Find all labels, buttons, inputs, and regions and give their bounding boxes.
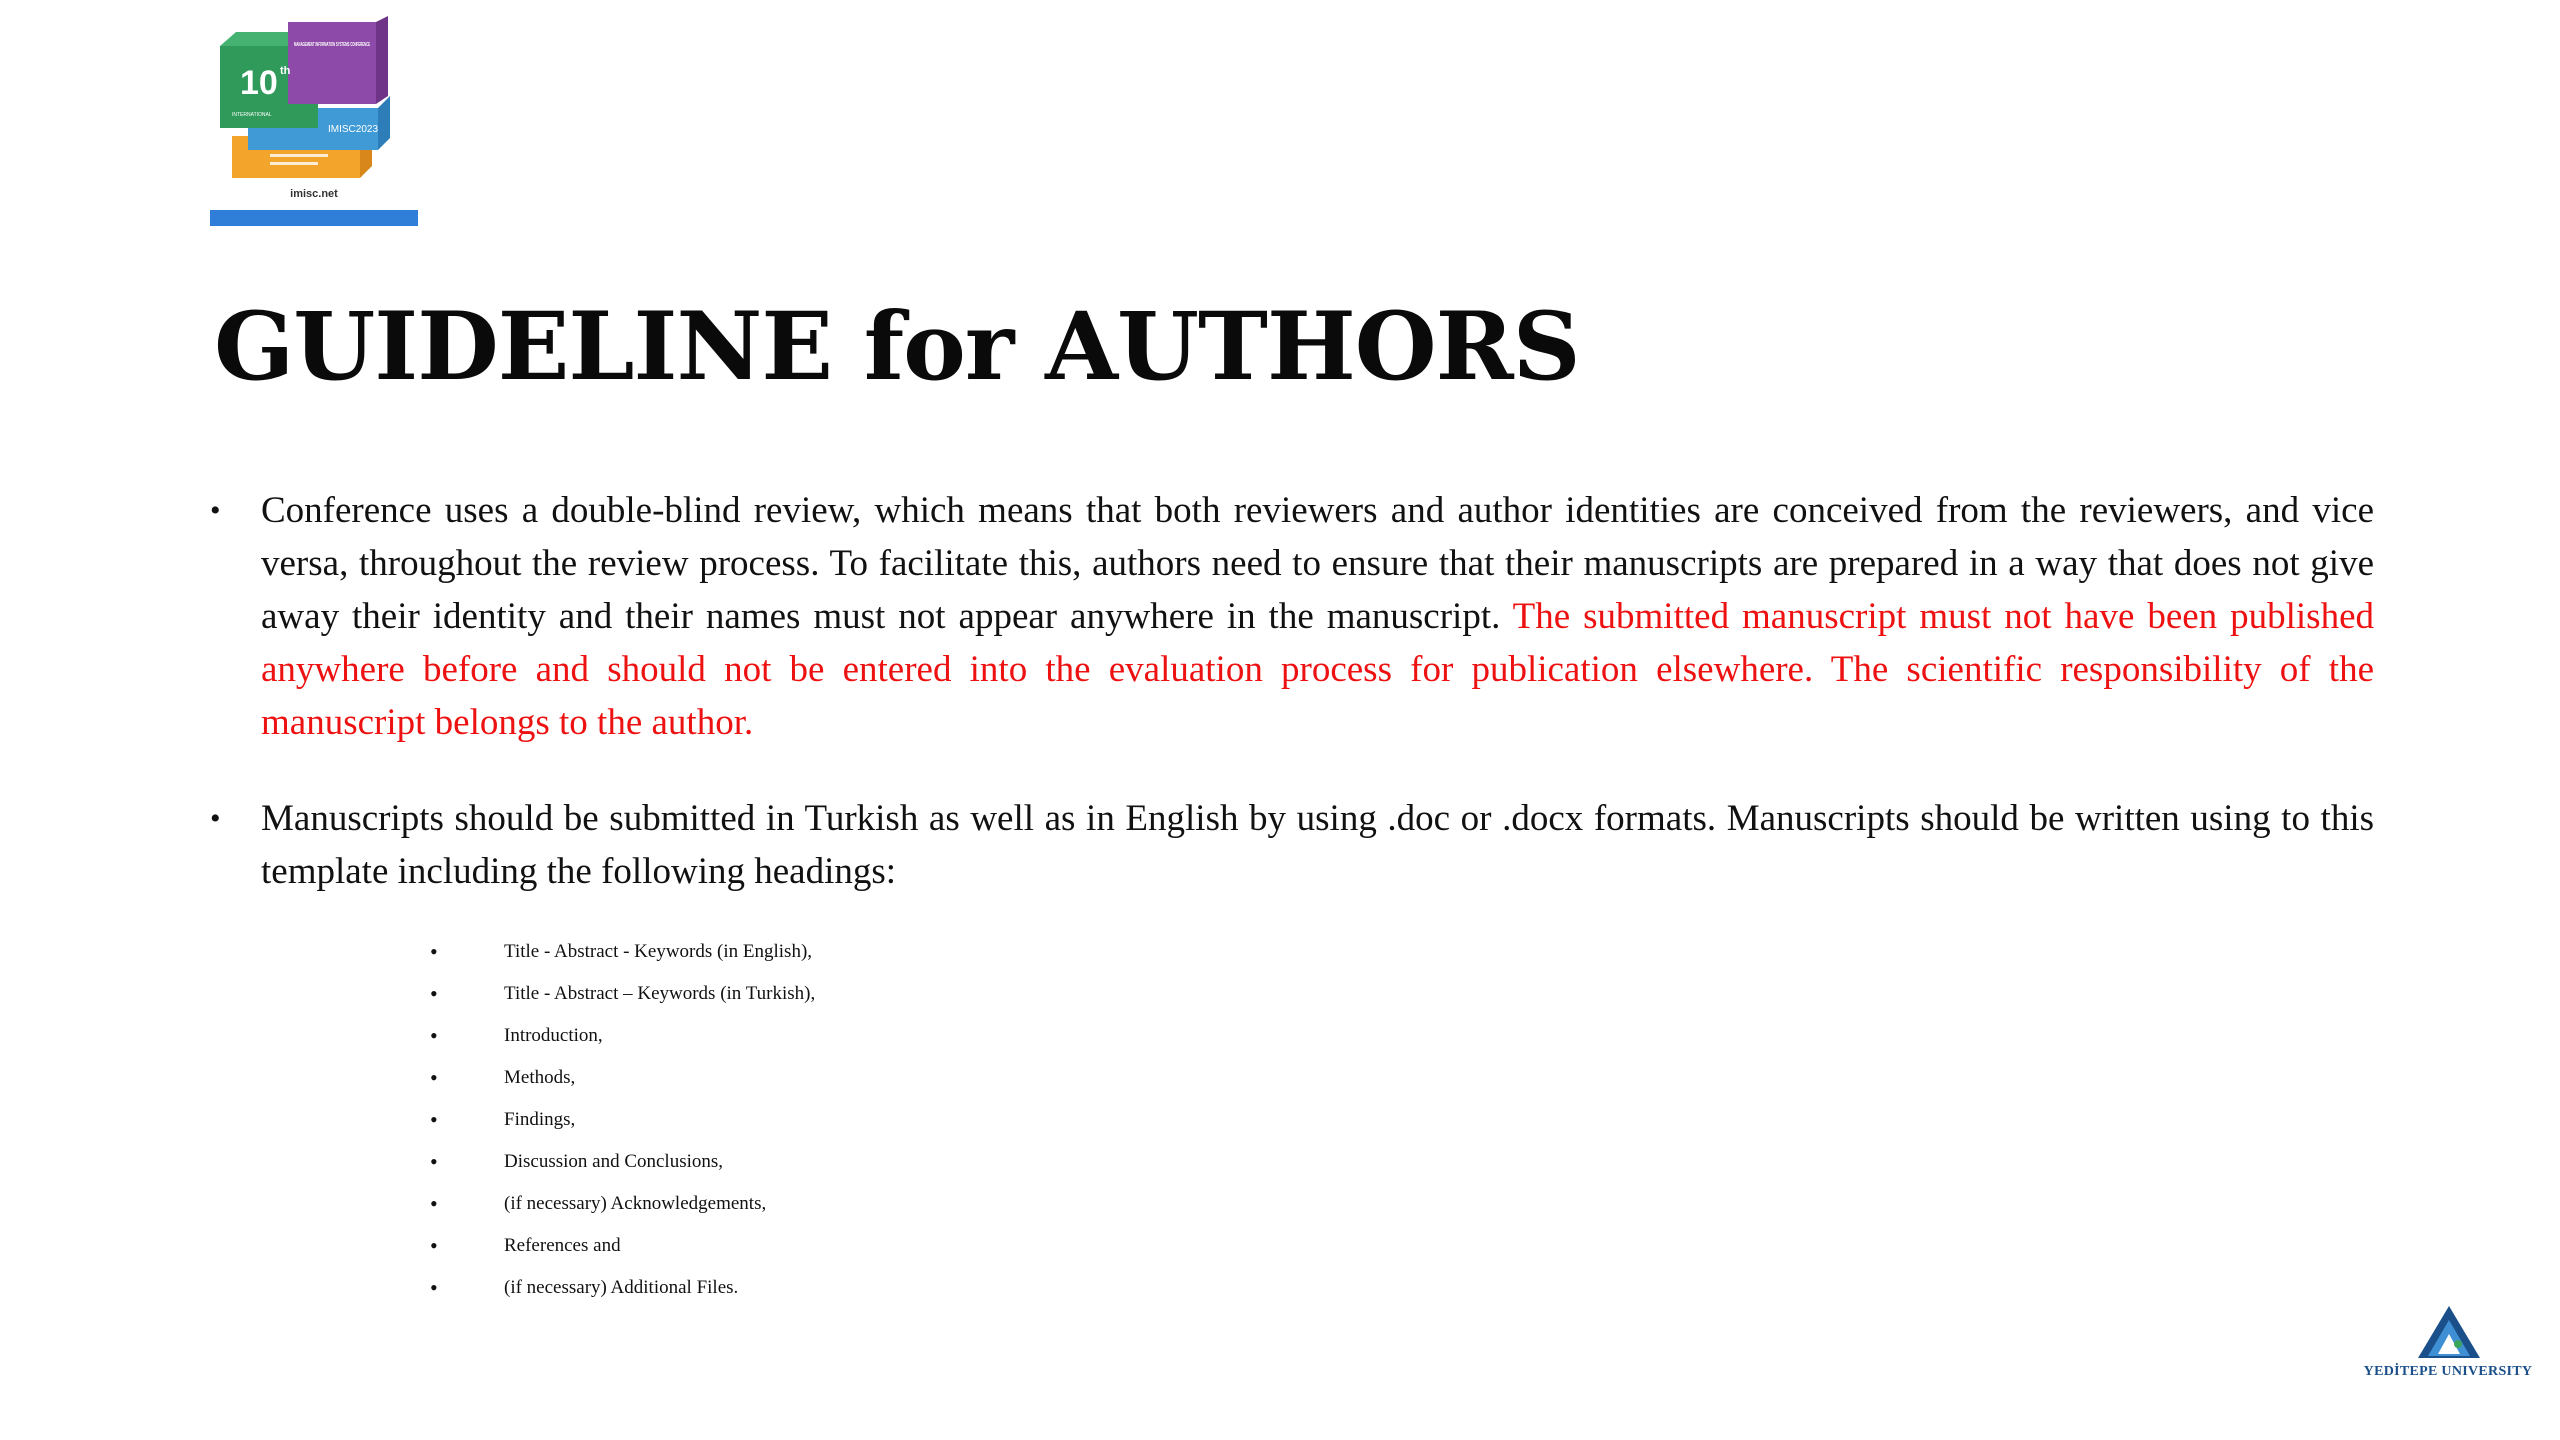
heading-label: Findings, [504,1109,576,1130]
guideline-item-format [210,792,2374,898]
university-logo [2356,1306,2540,1386]
logo-edition-suffix: th [280,65,291,77]
bullet-icon: • [430,1023,438,1048]
format-text: Manuscripts should be submitted in Turkish as well as in English by using .doc or .docx formats. Manuscripts should be written using to this template including the following headings: [261,798,2374,892]
bullet-icon: • [430,1107,438,1132]
heading-label: Title - Abstract - Keywords (in English), [504,941,813,962]
logo-underline-bar [210,210,418,226]
bullet-icon: • [430,939,438,964]
logo-international: INTERNATIONAL [232,112,272,118]
logo-edition: 10 [240,64,278,102]
list-item [430,1064,815,1106]
heading-label: References and [504,1235,621,1256]
headings-list [430,938,815,1316]
bullet-icon: • [430,1233,438,1258]
bullet-icon: • [210,802,221,835]
heading-label: (if necessary) Additional Files. [504,1277,739,1298]
list-item [430,1190,815,1232]
review-policy-text: Conference uses a double-blind review, which means that both reviewers and author identities are conceived from the reviewers, and vice versa, throughout the review process. To facilitate this, authors need to ensure that their manuscripts are prepared in a way that does not give away their identity and their names must not appear anywhere in the manuscript. [261,490,2374,637]
list-item [430,980,815,1022]
conference-logo [210,16,418,226]
heading-label: Introduction, [504,1025,603,1046]
list-item [430,1148,815,1190]
list-item [430,1022,815,1064]
heading-label: Title - Abstract – Keywords (in Turkish), [504,983,816,1004]
heading-label: (if necessary) Acknowledgements, [504,1193,767,1214]
bullet-icon: • [430,981,438,1006]
bullet-icon: • [430,1191,438,1216]
logo-code: IMISC2023 [328,124,379,135]
submission-requirement-text: The submitted manuscript must not have been published anywhere before and should not be entered into the evaluation process for publication elsewhere. The scientific responsibility of the manuscript belongs to the author. [261,596,2374,743]
bullet-icon: • [430,1149,438,1174]
bullet-icon: • [430,1275,438,1300]
heading-label: Methods, [504,1067,576,1088]
list-item [430,1232,815,1274]
list-item [430,938,815,980]
guideline-list [210,484,2374,898]
guideline-item-review [210,484,2374,749]
list-item [430,1274,815,1316]
bullet-icon: • [430,1065,438,1090]
logo-conference-name: MANAGEMENT INFORMATION SYSTEMS CONFERENCE [294,42,371,48]
heading-label: Discussion and Conclusions, [504,1151,724,1172]
university-name: YEDİTEPE UNIVERSITY [2363,1364,2533,1379]
bullet-icon: • [210,494,221,527]
page-title: GUIDELINE for AUTHORS [214,292,1580,402]
triangle-logo-icon [2418,1306,2480,1358]
conference-logo-graphic [210,16,418,186]
logo-url: imisc.net [290,188,338,200]
list-item [430,1106,815,1148]
